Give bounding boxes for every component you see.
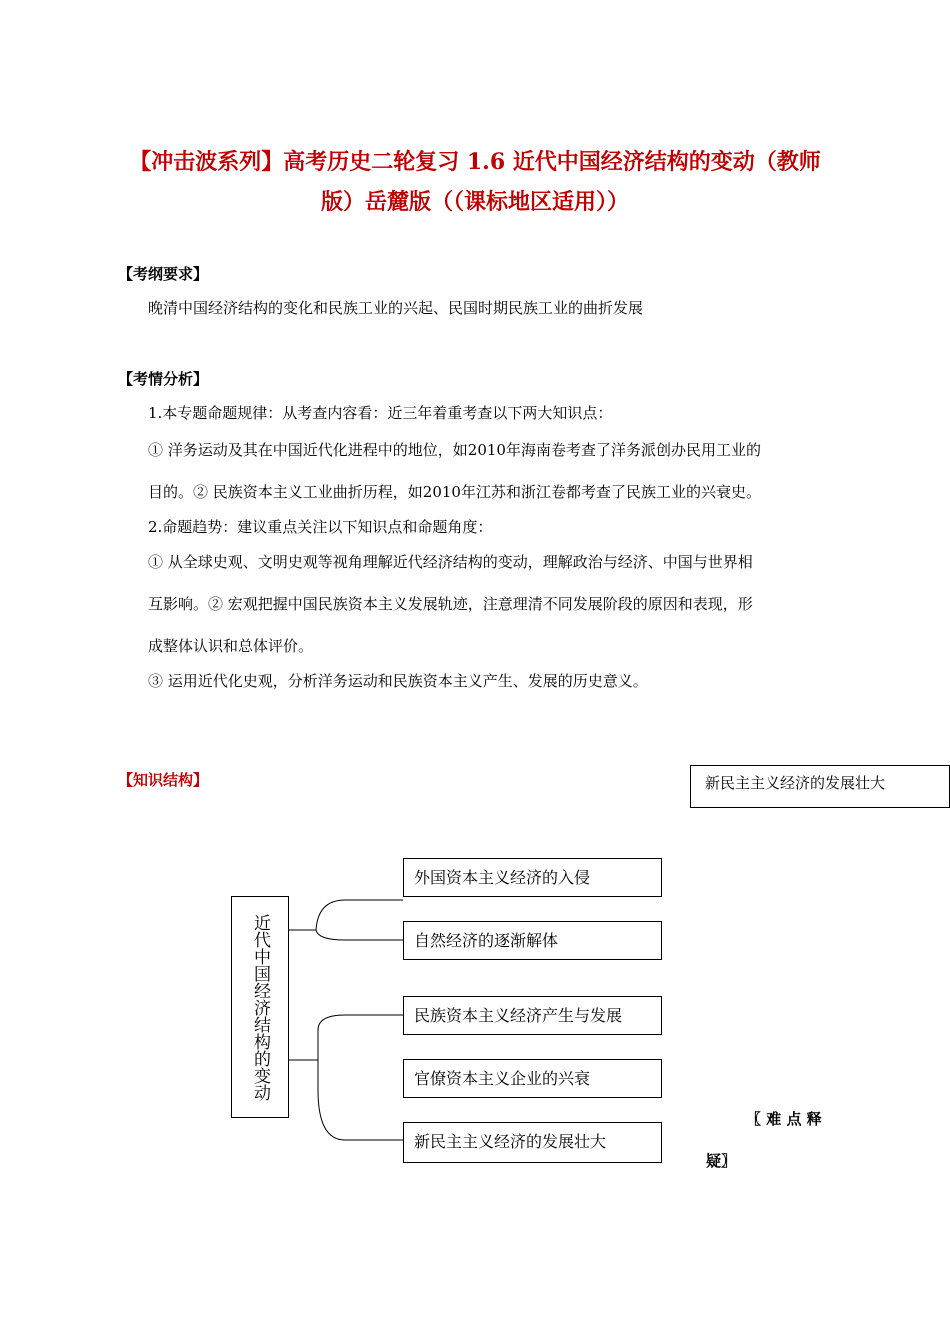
structure-heading: 【知识结构】 [118,771,209,789]
analysis-line: 1.本专题命题规律：从考查内容看：近三年着重考查以下两大知识点： [148,404,613,422]
branch-box: 自然经济的逐渐解体 [403,921,662,960]
branch-box: 官僚资本主义企业的兴衰 [403,1059,662,1098]
requirements-heading: 【考纲要求】 [118,265,209,283]
header-box: 新民主主义经济的发展壮大 [690,765,950,808]
analysis-line: 互影响。② 宏观把握中国民族资本主义发展轨迹，注意理清不同发展阶段的原因和表现，形 [148,595,753,613]
title-line-1: 【冲击波系列】高考历史二轮复习 1.6 近代中国经济结构的变动（教师 [129,149,821,175]
analysis-heading: 【考情分析】 [118,370,209,388]
analysis-line: 2.命题趋势：建议重点关注以下知识点和命题角度： [148,518,493,536]
title-line-2: 版）岳麓版（（课标地区适用）） [320,189,629,215]
requirements-text: 晚清中国经济结构的变化和民族工业的兴起、民国时期民族工业的曲折发展 [148,299,644,317]
analysis-line: ① 洋务运动及其在中国近代化进程中的地位，如2010年海南卷考查了洋务派创办民用工业的 [148,441,761,459]
analysis-line: 目的。② 民族资本主义工业曲折历程，如2010年江苏和浙江卷都考查了民族工业的兴衰史。 [148,483,761,501]
branch-box: 民族资本主义经济产生与发展 [403,996,662,1035]
root-box: 近代中国经济结构的变动 [231,896,289,1118]
analysis-line: 成整体认识和总体评价。 [148,637,314,655]
analysis-line: ③ 运用近代化史观，分析洋务运动和民族资本主义产生、发展的历史意义。 [148,672,648,690]
branch-box: 外国资本主义经济的入侵 [403,858,662,897]
branch-box: 新民主主义经济的发展壮大 [403,1122,662,1163]
analysis-line: ① 从全球史观、文明史观等视角理解近代经济结构的变动，理解政治与经济、中国与世界相 [148,553,753,571]
difficulty-heading-line2: 疑〗 [706,1152,737,1170]
difficulty-heading-line1: 〖 难 点 释 [746,1110,822,1128]
